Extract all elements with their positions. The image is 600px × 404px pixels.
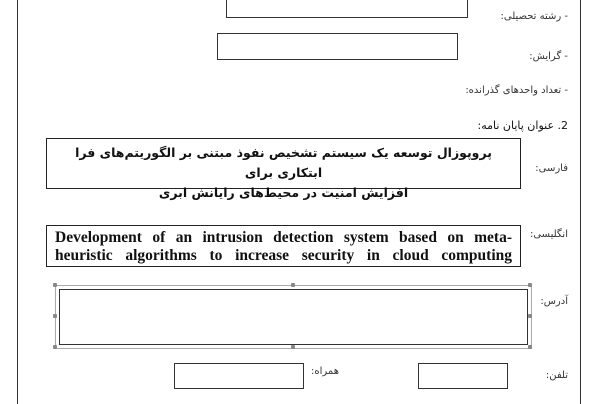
address-input[interactable] bbox=[59, 289, 528, 345]
address-label: آدرس: bbox=[540, 296, 568, 307]
english-title-line2: heuristic algorithms to increase security in cloud computing bbox=[55, 247, 512, 264]
resize-handle-top-center[interactable] bbox=[291, 283, 295, 287]
resize-handle-top-right[interactable] bbox=[528, 283, 532, 287]
page-border-right bbox=[580, 0, 581, 404]
resize-handle-bottom-right[interactable] bbox=[528, 345, 532, 349]
english-title-line1: Development of an intrusion detection system based on meta- bbox=[55, 229, 512, 246]
persian-label: فارسی: bbox=[535, 163, 568, 174]
field-of-study-label: - رشته تحصیلی: bbox=[500, 11, 568, 22]
credits-passed-label: - تعداد واحدهای گذرانده: bbox=[465, 85, 568, 96]
specialization-label: - گرایش: bbox=[529, 51, 568, 62]
resize-handle-bottom-center[interactable] bbox=[291, 345, 295, 349]
resize-handle-middle-left[interactable] bbox=[53, 314, 57, 318]
phone-label: تلفن: bbox=[545, 370, 568, 381]
field-of-study-input[interactable] bbox=[226, 0, 468, 18]
persian-title-line1: پروپوزال توسعه یک سیستم تشخیص نفوذ مبتنی بر الگوریتم‌های فرا ابتکاری برای bbox=[75, 145, 492, 180]
english-label: انگلیسی: bbox=[529, 229, 568, 240]
thesis-title-heading: 2. عنوان پایان نامه: bbox=[477, 119, 568, 132]
resize-handle-middle-right[interactable] bbox=[528, 314, 532, 318]
phone-input[interactable] bbox=[418, 363, 508, 389]
resize-handle-top-left[interactable] bbox=[53, 283, 57, 287]
mobile-label: همراه: bbox=[311, 366, 339, 377]
mobile-input[interactable] bbox=[174, 363, 304, 389]
page-border-left bbox=[17, 0, 18, 404]
persian-title-line2: افزایش امنیت در محیط‌های رایانش ابری bbox=[158, 185, 409, 200]
persian-title-box[interactable] bbox=[46, 138, 521, 200]
resize-handle-bottom-left[interactable] bbox=[53, 345, 57, 349]
specialization-input[interactable] bbox=[217, 33, 458, 60]
english-title-box[interactable] bbox=[46, 225, 521, 267]
